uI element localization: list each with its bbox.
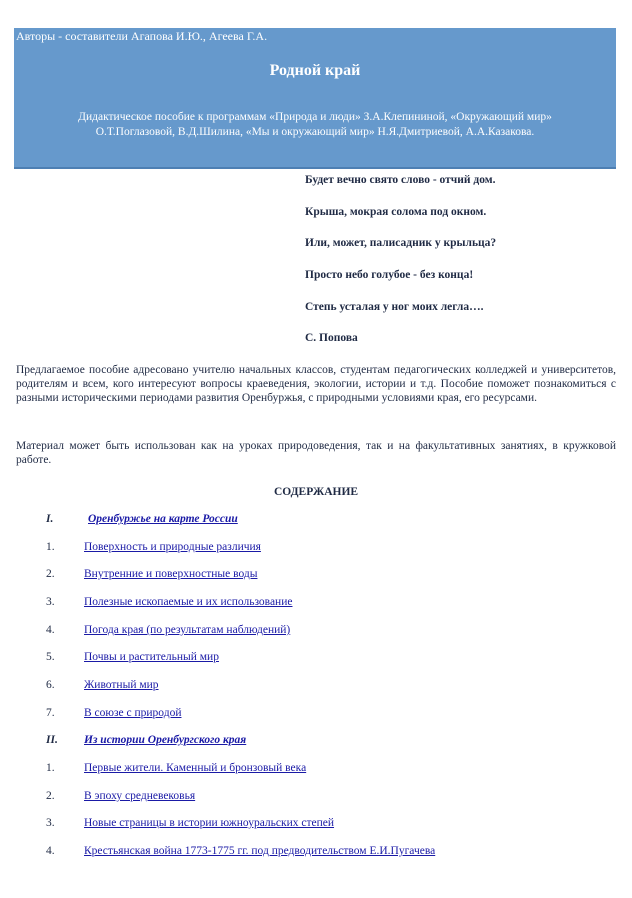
- toc-title: СОДЕРЖАНИЕ: [273, 486, 359, 498]
- toc-link[interactable]: Почвы и растительный мир: [84, 651, 219, 663]
- toc-link[interactable]: Полезные ископаемые и их использование: [84, 596, 293, 608]
- subtitle-line: Дидактическое пособие к программам «Природа и люди» З.А.Клепининой, «Окружающий мир»: [78, 111, 552, 123]
- subtitle-line: О.Т.Поглазовой, В.Д.Шилина, «Мы и окружающий мир» Н.Я.Дмитриевой, А.А.Казакова.: [95, 126, 535, 138]
- toc-number: 7.: [46, 707, 55, 719]
- epigraph-author: С. Попова: [305, 332, 358, 345]
- toc-link[interactable]: Из истории Оренбургского края: [84, 734, 247, 746]
- toc-number: II.: [46, 734, 58, 746]
- toc-number: 2.: [46, 790, 55, 802]
- toc-link[interactable]: В союзе с природой: [84, 707, 182, 719]
- authors-line: Авторы - составители Агапова И.Ю., Агеева Г.А.: [16, 29, 268, 43]
- toc-number: 3.: [46, 817, 55, 829]
- toc-number: I.: [46, 513, 54, 525]
- toc-link[interactable]: Оренбуржье на карте России: [88, 513, 238, 525]
- toc-link[interactable]: Первые жители. Каменный и бронзовый века: [84, 762, 307, 774]
- toc-link[interactable]: Новые страницы в истории южноуральских степей: [84, 817, 335, 829]
- toc-link[interactable]: Внутренние и поверхностные воды: [84, 568, 258, 580]
- header-banner: [14, 28, 616, 169]
- toc-link[interactable]: Животный мир: [84, 679, 159, 691]
- epigraph-line: Просто небо голубое - без конца!: [305, 269, 474, 282]
- toc-number: 4.: [46, 845, 55, 857]
- toc-number: 3.: [46, 596, 55, 608]
- toc-number: 1.: [46, 541, 55, 553]
- epigraph-line: Степь усталая у ног моих легла….: [305, 300, 484, 313]
- toc-link[interactable]: Погода края (по результатам наблюдений): [84, 624, 291, 636]
- epigraph-line: Будет вечно свято слово - отчий дом.: [305, 174, 496, 186]
- epigraph: [305, 174, 496, 364]
- toc-link[interactable]: В эпоху средневековья: [84, 790, 196, 802]
- epigraph-line: Крыша, мокрая солома под окном.: [305, 205, 487, 218]
- document-subtitle: [34, 110, 596, 140]
- toc-link[interactable]: Поверхность и природные различия: [84, 541, 261, 553]
- toc-number: 6.: [46, 679, 55, 691]
- document-title: Родной край: [269, 62, 361, 79]
- toc-link[interactable]: Крестьянская война 1773-1775 гг. под предводительством Е.И.Пугачева: [84, 845, 436, 857]
- toc-number: 1.: [46, 762, 55, 774]
- intro-paragraph: Предлагаемое пособие адресовано учителю начальных классов, студентам педагогических колледжей и университетов, родителям и всем, кого интересуют вопросы краеведения, экологии, истории и т.д. Пособие поможет познакомиться с разными историческими периодами развития Оренбуржья, с природными условиями края, его ресурсами.: [16, 364, 616, 404]
- toc-number: 2.: [46, 568, 55, 580]
- toc-number: 4.: [46, 624, 55, 636]
- epigraph-line: Или, может, палисадник у крыльца?: [305, 237, 497, 250]
- intro-paragraph: Материал может быть использован как на уроках природоведения, так и на факультативных занятиях, в кружковой работе.: [16, 440, 616, 466]
- toc-number: 5.: [46, 651, 55, 663]
